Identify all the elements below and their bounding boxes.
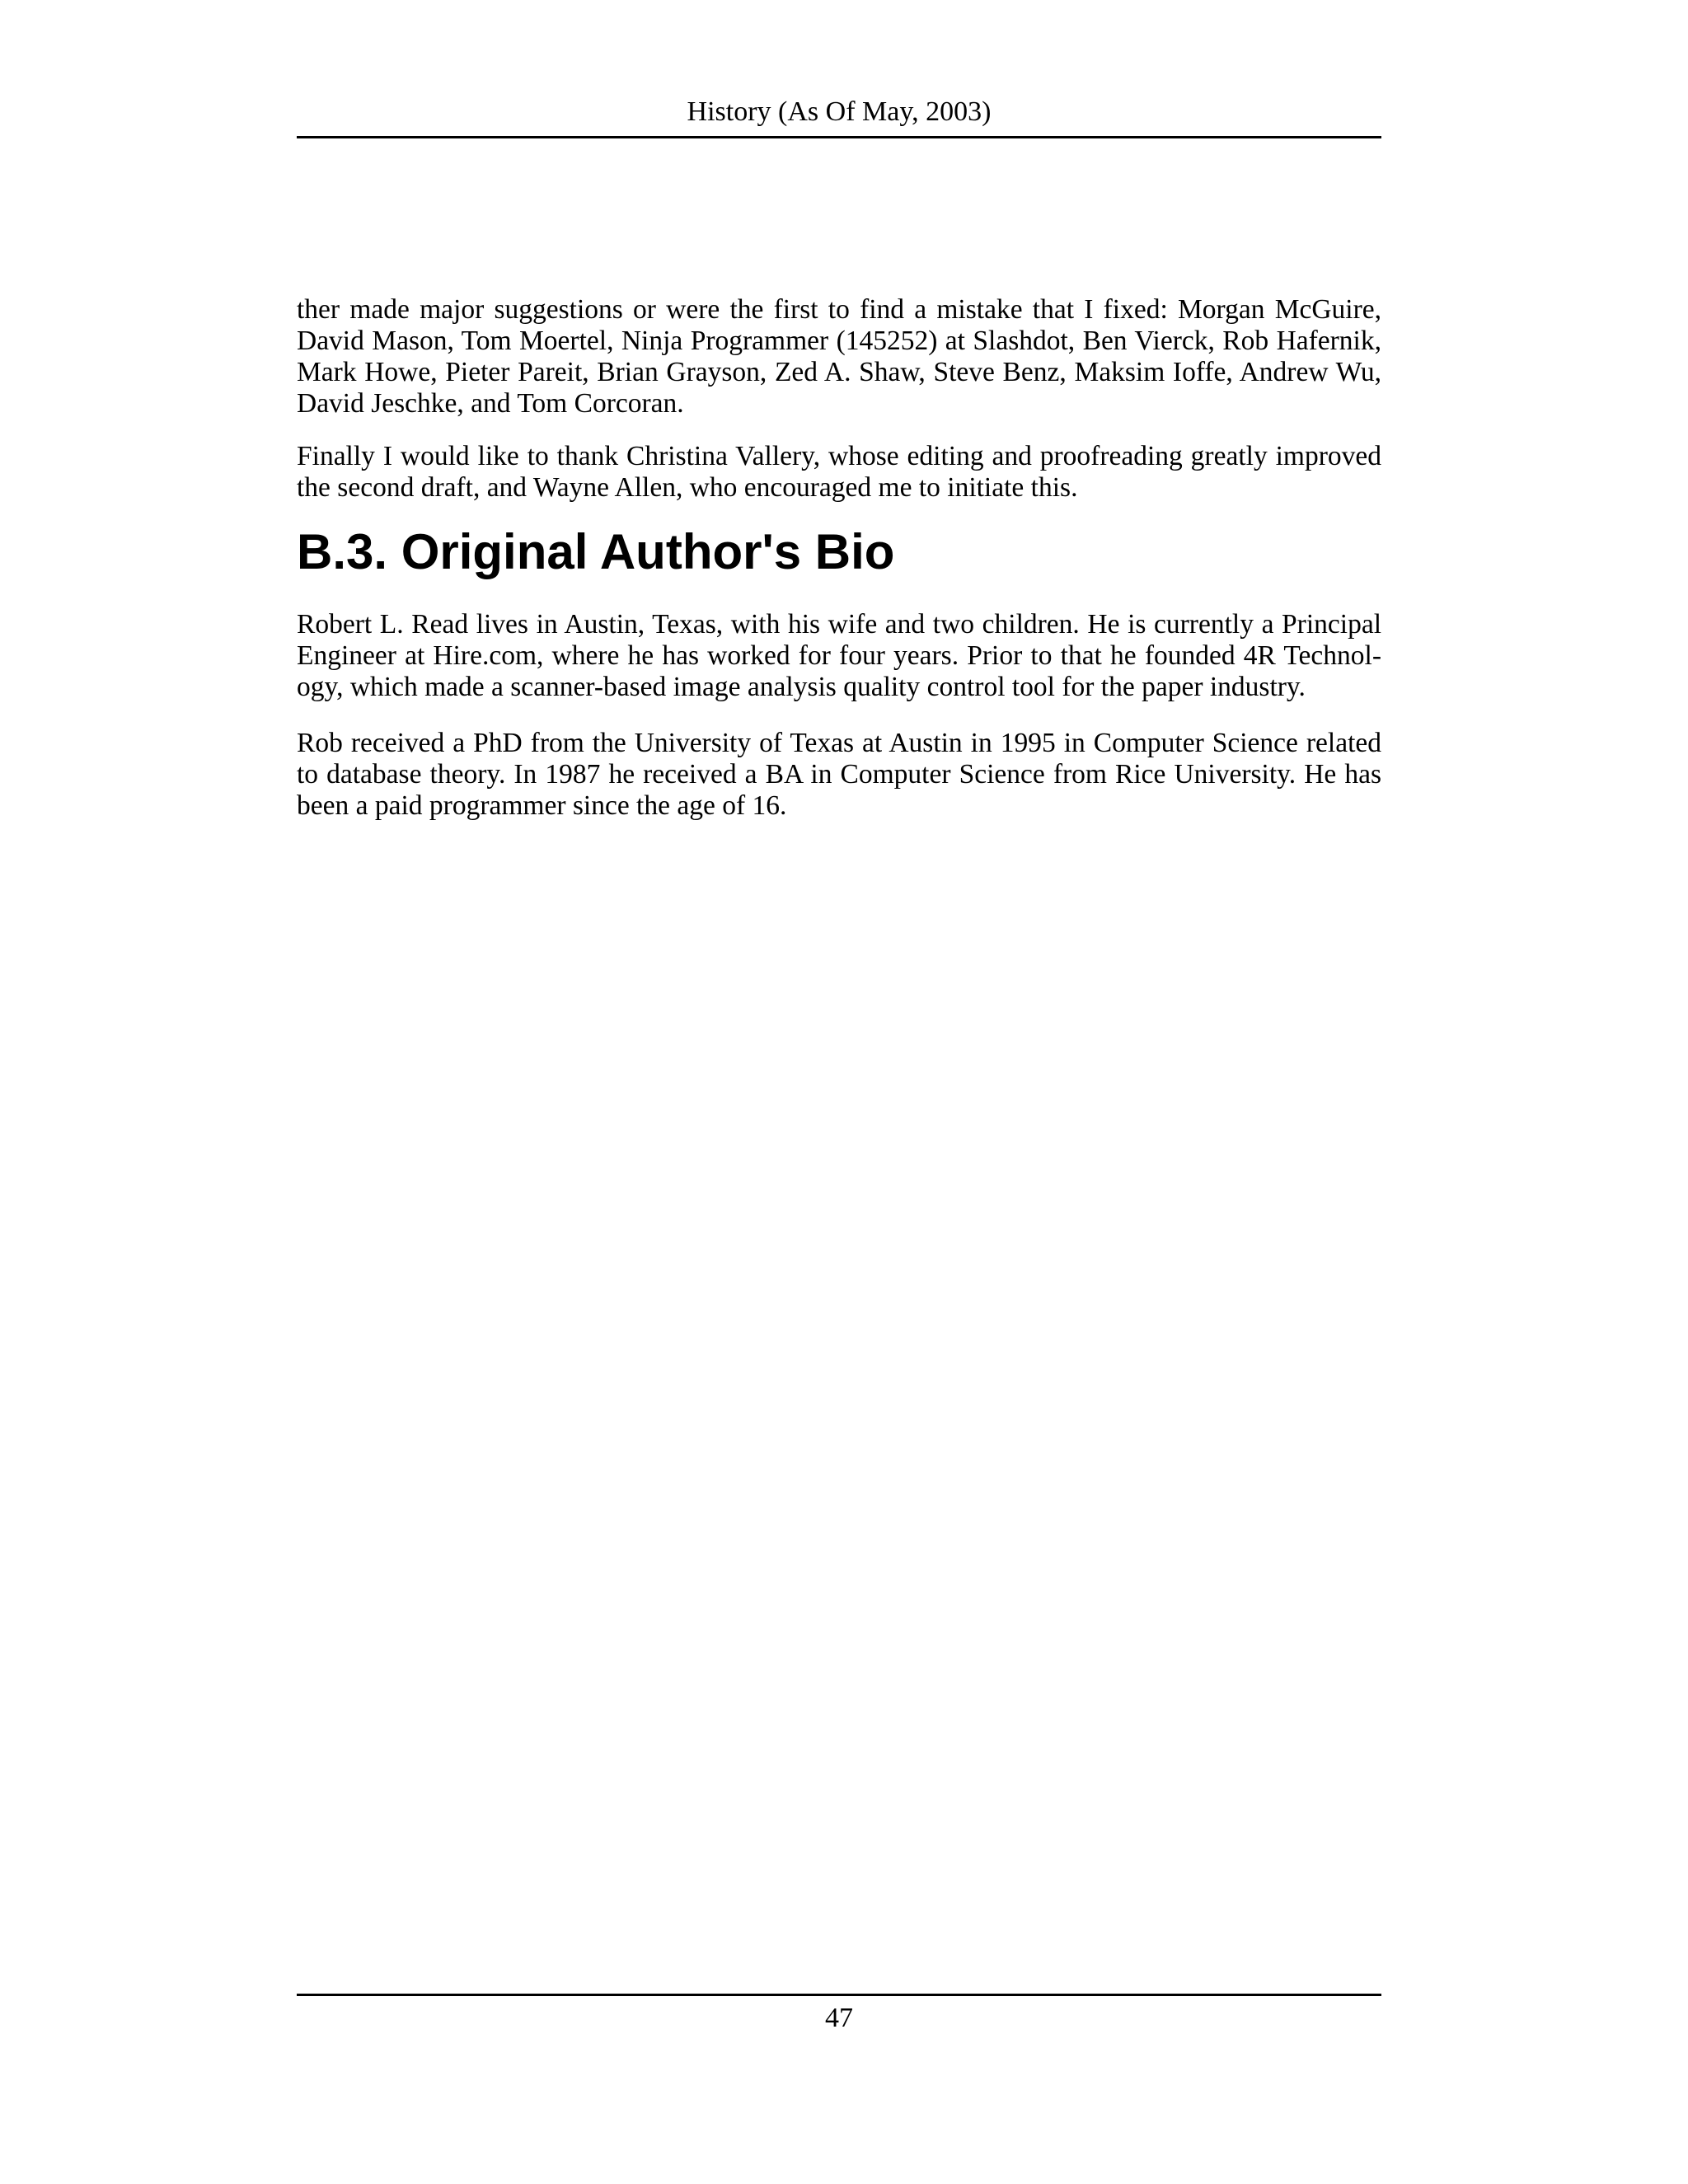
running-header-title: History (As Of May, 2003) <box>687 96 992 127</box>
page-number: 47 <box>825 2003 853 2033</box>
acknowledgements-paragraph: ther made major suggestions or were the first to find a mistake that I fixed: Morgan McGuire, David Mason, Tom Moertel, Ninja Programmer (145252) at Slashdot, Ben Vierck, Rob Hafernik, Mark Howe, Pieter Pareit, Brian Grayson, Zed A. Shaw, Steve Benz, Maksim Ioffe, Andrew Wu, David Jeschke, and Tom Corcoran. <box>297 294 1381 419</box>
footer-divider <box>297 1994 1381 1996</box>
bio-paragraph-1: Robert L. Read lives in Austin, Texas, with his wife and two children. He is currently a Principal Engineer at Hire.com, where he has worked for four years. Prior to that he founded 4R Technology, which made a scanner-based image analysis quality control tool for the paper industry. <box>297 609 1381 702</box>
bio-paragraph-2: Rob received a PhD from the University of Texas at Austin in 1995 in Computer Science related to database theory. In 1987 he received a BA in Computer Science from Rice University. He has been a paid programmer since the age of 16. <box>297 728 1381 821</box>
acknowledgements-final-paragraph: Finally I would like to thank Christina Vallery, whose editing and proofreading greatly improved the second draft, and Wayne Allen, who encouraged me to initiate this. <box>297 441 1381 503</box>
header-divider <box>297 136 1381 138</box>
section-heading: B.3. Original Author's Bio <box>297 524 895 579</box>
